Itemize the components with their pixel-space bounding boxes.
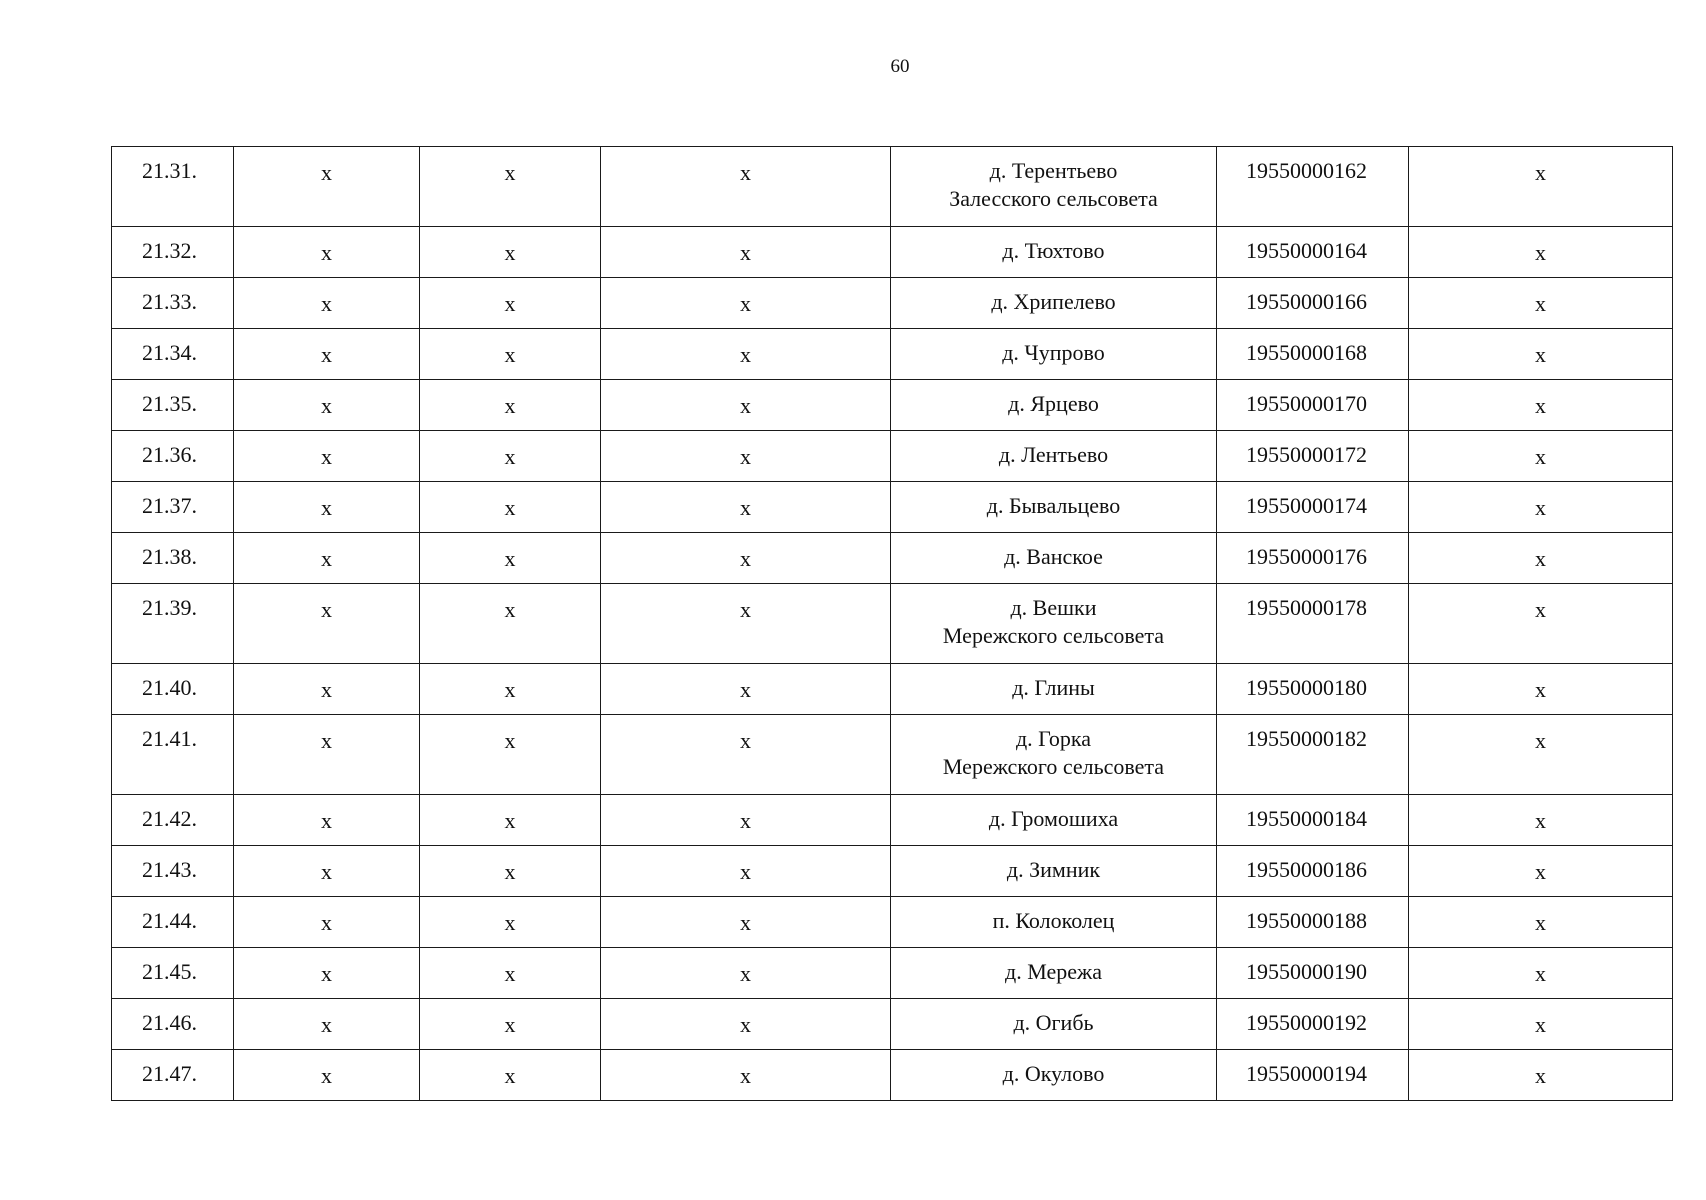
code-cell: 19550000186 xyxy=(1217,846,1409,897)
table-row xyxy=(112,329,1673,380)
settlement-name-cell xyxy=(891,664,1217,715)
code-cell: 19550000170 xyxy=(1217,380,1409,431)
code-cell: 19550000168 xyxy=(1217,329,1409,380)
settlement-name-cell xyxy=(891,431,1217,482)
settlement-name-cell xyxy=(891,147,1217,227)
settlement-name-line: д. Мережа xyxy=(1005,959,1102,984)
mark-cell: х xyxy=(420,846,601,897)
mark-cell: х xyxy=(420,431,601,482)
mark-cell: х xyxy=(420,278,601,329)
mark-cell: х xyxy=(601,227,891,278)
mark-cell: х xyxy=(420,147,601,227)
settlement-name-line: д. Терентьево xyxy=(989,158,1118,183)
mark-cell: х xyxy=(420,948,601,999)
row-number-cell: 21.44. xyxy=(112,897,234,948)
table-row xyxy=(112,999,1673,1050)
mark-cell: х xyxy=(420,329,601,380)
mark-cell: х xyxy=(1409,329,1673,380)
mark-cell: х xyxy=(601,795,891,846)
settlement-name-line: д. Глины xyxy=(1012,675,1095,700)
mark-cell: х xyxy=(601,999,891,1050)
mark-cell: х xyxy=(234,1050,420,1101)
settlement-name-cell xyxy=(891,948,1217,999)
mark-cell: х xyxy=(234,897,420,948)
code-cell: 19550000190 xyxy=(1217,948,1409,999)
mark-cell: х xyxy=(601,948,891,999)
mark-cell: х xyxy=(1409,999,1673,1050)
row-number-cell: 21.36. xyxy=(112,431,234,482)
settlement-name-line: д. Тюхтово xyxy=(1002,238,1105,263)
settlement-name-line: д. Бывальцево xyxy=(986,493,1121,518)
mark-cell: х xyxy=(601,584,891,664)
mark-cell: х xyxy=(1409,147,1673,227)
code-cell: 19550000178 xyxy=(1217,584,1409,664)
mark-cell: х xyxy=(1409,482,1673,533)
mark-cell: х xyxy=(234,795,420,846)
mark-cell: х xyxy=(234,533,420,584)
mark-cell: х xyxy=(1409,431,1673,482)
mark-cell: х xyxy=(234,431,420,482)
table-row xyxy=(112,948,1673,999)
settlement-name-cell xyxy=(891,1050,1217,1101)
row-number-cell: 21.33. xyxy=(112,278,234,329)
mark-cell: х xyxy=(420,715,601,795)
settlement-name-line: д. Лентьево xyxy=(998,442,1109,467)
settlement-name-line: д. Вешки xyxy=(1010,595,1097,620)
mark-cell: х xyxy=(601,380,891,431)
mark-cell: х xyxy=(234,948,420,999)
mark-cell: х xyxy=(601,147,891,227)
mark-cell: х xyxy=(420,482,601,533)
code-cell: 19550000182 xyxy=(1217,715,1409,795)
settlements-table xyxy=(111,146,1673,1101)
mark-cell: х xyxy=(234,664,420,715)
page-number: 60 xyxy=(890,56,910,77)
table-row xyxy=(112,715,1673,795)
table-row xyxy=(112,846,1673,897)
row-number-cell: 21.38. xyxy=(112,533,234,584)
mark-cell: х xyxy=(420,584,601,664)
row-number-cell: 21.39. xyxy=(112,584,234,664)
mark-cell: х xyxy=(420,227,601,278)
row-number-cell: 21.37. xyxy=(112,482,234,533)
table-row xyxy=(112,227,1673,278)
settlement-name-cell xyxy=(891,533,1217,584)
code-cell: 19550000184 xyxy=(1217,795,1409,846)
settlement-name-line: д. Громошиха xyxy=(988,806,1119,831)
mark-cell: х xyxy=(601,897,891,948)
table-row xyxy=(112,482,1673,533)
mark-cell: х xyxy=(420,795,601,846)
mark-cell: х xyxy=(234,482,420,533)
row-number-cell: 21.31. xyxy=(112,147,234,227)
settlement-name-cell xyxy=(891,380,1217,431)
settlement-name-cell xyxy=(891,482,1217,533)
mark-cell: х xyxy=(1409,846,1673,897)
mark-cell: х xyxy=(420,380,601,431)
mark-cell: х xyxy=(601,431,891,482)
table-row xyxy=(112,278,1673,329)
code-cell: 19550000174 xyxy=(1217,482,1409,533)
mark-cell: х xyxy=(1409,278,1673,329)
code-cell: 19550000176 xyxy=(1217,533,1409,584)
mark-cell: х xyxy=(234,715,420,795)
mark-cell: х xyxy=(420,1050,601,1101)
table-row xyxy=(112,1050,1673,1101)
mark-cell: х xyxy=(420,664,601,715)
table-row xyxy=(112,897,1673,948)
settlement-name-line: Мережского сельсовета xyxy=(942,623,1165,648)
settlement-name-cell xyxy=(891,278,1217,329)
table-row xyxy=(112,147,1673,227)
mark-cell: х xyxy=(601,846,891,897)
row-number-cell: 21.32. xyxy=(112,227,234,278)
mark-cell: х xyxy=(234,278,420,329)
mark-cell: х xyxy=(234,329,420,380)
settlement-name-cell xyxy=(891,715,1217,795)
code-cell: 19550000194 xyxy=(1217,1050,1409,1101)
row-number-cell: 21.45. xyxy=(112,948,234,999)
row-number-cell: 21.46. xyxy=(112,999,234,1050)
row-number-cell: 21.34. xyxy=(112,329,234,380)
settlement-name-line: д. Огибь xyxy=(1013,1010,1094,1035)
mark-cell: х xyxy=(234,227,420,278)
settlement-name-cell xyxy=(891,795,1217,846)
settlement-name-line: д. Окулово xyxy=(1002,1061,1105,1086)
settlement-name-line: д. Ярцево xyxy=(1008,391,1099,416)
code-cell: 19550000166 xyxy=(1217,278,1409,329)
mark-cell: х xyxy=(234,584,420,664)
mark-cell: х xyxy=(601,1050,891,1101)
code-cell: 19550000172 xyxy=(1217,431,1409,482)
mark-cell: х xyxy=(1409,897,1673,948)
settlement-name-cell xyxy=(891,227,1217,278)
mark-cell: х xyxy=(1409,948,1673,999)
table-row xyxy=(112,795,1673,846)
mark-cell: х xyxy=(601,664,891,715)
table-row xyxy=(112,431,1673,482)
mark-cell: х xyxy=(1409,664,1673,715)
settlement-name-line: д. Ванское xyxy=(1004,544,1103,569)
code-cell: 19550000180 xyxy=(1217,664,1409,715)
settlement-name-line: п. Колоколец xyxy=(992,908,1115,933)
table-row xyxy=(112,533,1673,584)
row-number-cell: 21.35. xyxy=(112,380,234,431)
mark-cell: х xyxy=(234,846,420,897)
mark-cell: х xyxy=(1409,1050,1673,1101)
mark-cell: х xyxy=(1409,584,1673,664)
settlement-name-cell xyxy=(891,897,1217,948)
row-number-cell: 21.47. xyxy=(112,1050,234,1101)
code-cell: 19550000164 xyxy=(1217,227,1409,278)
code-cell: 19550000188 xyxy=(1217,897,1409,948)
settlement-name-cell xyxy=(891,584,1217,664)
mark-cell: х xyxy=(420,897,601,948)
settlement-name-cell xyxy=(891,999,1217,1050)
mark-cell: х xyxy=(1409,533,1673,584)
mark-cell: х xyxy=(601,278,891,329)
mark-cell: х xyxy=(601,329,891,380)
table-row xyxy=(112,584,1673,664)
mark-cell: х xyxy=(601,533,891,584)
row-number-cell: 21.43. xyxy=(112,846,234,897)
mark-cell: х xyxy=(1409,380,1673,431)
settlement-name-line: Мережского сельсовета xyxy=(942,754,1165,779)
table-row xyxy=(112,380,1673,431)
mark-cell: х xyxy=(601,715,891,795)
mark-cell: х xyxy=(1409,795,1673,846)
settlement-name-cell xyxy=(891,329,1217,380)
mark-cell: х xyxy=(420,533,601,584)
settlement-name-cell xyxy=(891,846,1217,897)
settlement-name-line: д. Чупрово xyxy=(1002,340,1105,365)
settlement-name-line: д. Зимник xyxy=(1006,857,1101,882)
mark-cell: х xyxy=(234,147,420,227)
table-row xyxy=(112,664,1673,715)
mark-cell: х xyxy=(234,999,420,1050)
settlement-name-line: д. Горка xyxy=(1015,726,1092,751)
mark-cell: х xyxy=(234,380,420,431)
code-cell: 19550000192 xyxy=(1217,999,1409,1050)
row-number-cell: 21.40. xyxy=(112,664,234,715)
mark-cell: х xyxy=(420,999,601,1050)
settlement-name-line: д. Хрипелево xyxy=(991,289,1116,314)
mark-cell: х xyxy=(1409,715,1673,795)
mark-cell: х xyxy=(1409,227,1673,278)
code-cell: 19550000162 xyxy=(1217,147,1409,227)
settlement-name-line: Залесского сельсовета xyxy=(949,186,1158,211)
row-number-cell: 21.42. xyxy=(112,795,234,846)
mark-cell: х xyxy=(601,482,891,533)
row-number-cell: 21.41. xyxy=(112,715,234,795)
